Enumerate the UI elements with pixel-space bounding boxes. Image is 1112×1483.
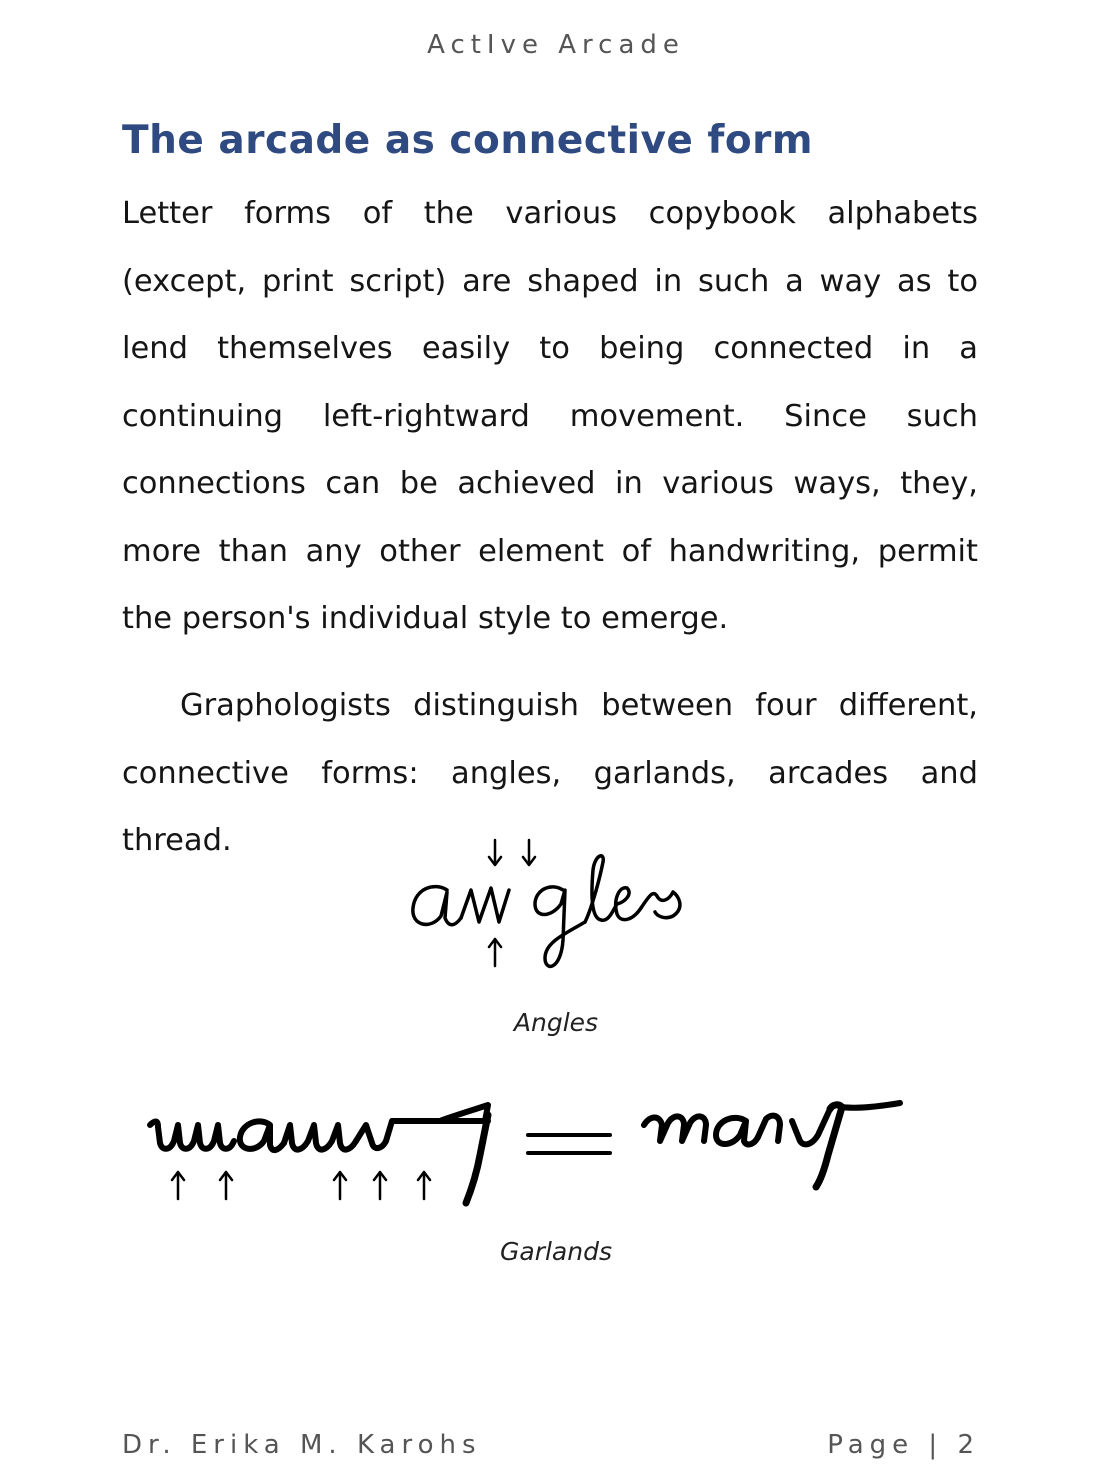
down-arrow-icon: [489, 840, 501, 865]
handwriting-angles-sample: [413, 856, 680, 966]
footer-page-number: Page | 2: [827, 1430, 980, 1460]
handwriting-angles-figure: [395, 830, 705, 980]
up-arrow-icon: [489, 939, 501, 966]
handwriting-garlands-sample: [150, 1103, 900, 1203]
section-title: The arcade as connective form: [122, 118, 814, 163]
down-arrow-icon: [523, 840, 535, 865]
figure-caption-angles: Angles: [513, 1008, 599, 1037]
body-paragraph-1: Letter forms of the various copybook alphabets (except, print script) are shaped in such a way as to lend themselves easily to being connected in a continuing left-rightward movement. Since such connections can be achieved in various ways, they, more than any other element of handwriting, permit the person's individual style to emerge.: [122, 196, 978, 636]
running-header: ActIve Arcade: [427, 30, 685, 60]
body-paragraph-2: Graphologists distinguish between four different, connective forms: angles, garlands, arcades and thread.: [122, 688, 978, 858]
figure-caption-garlands: Garlands: [500, 1237, 612, 1266]
footer-author: Dr. Erika M. Karohs: [122, 1430, 482, 1460]
handwriting-garlands-figure: [140, 1085, 940, 1210]
